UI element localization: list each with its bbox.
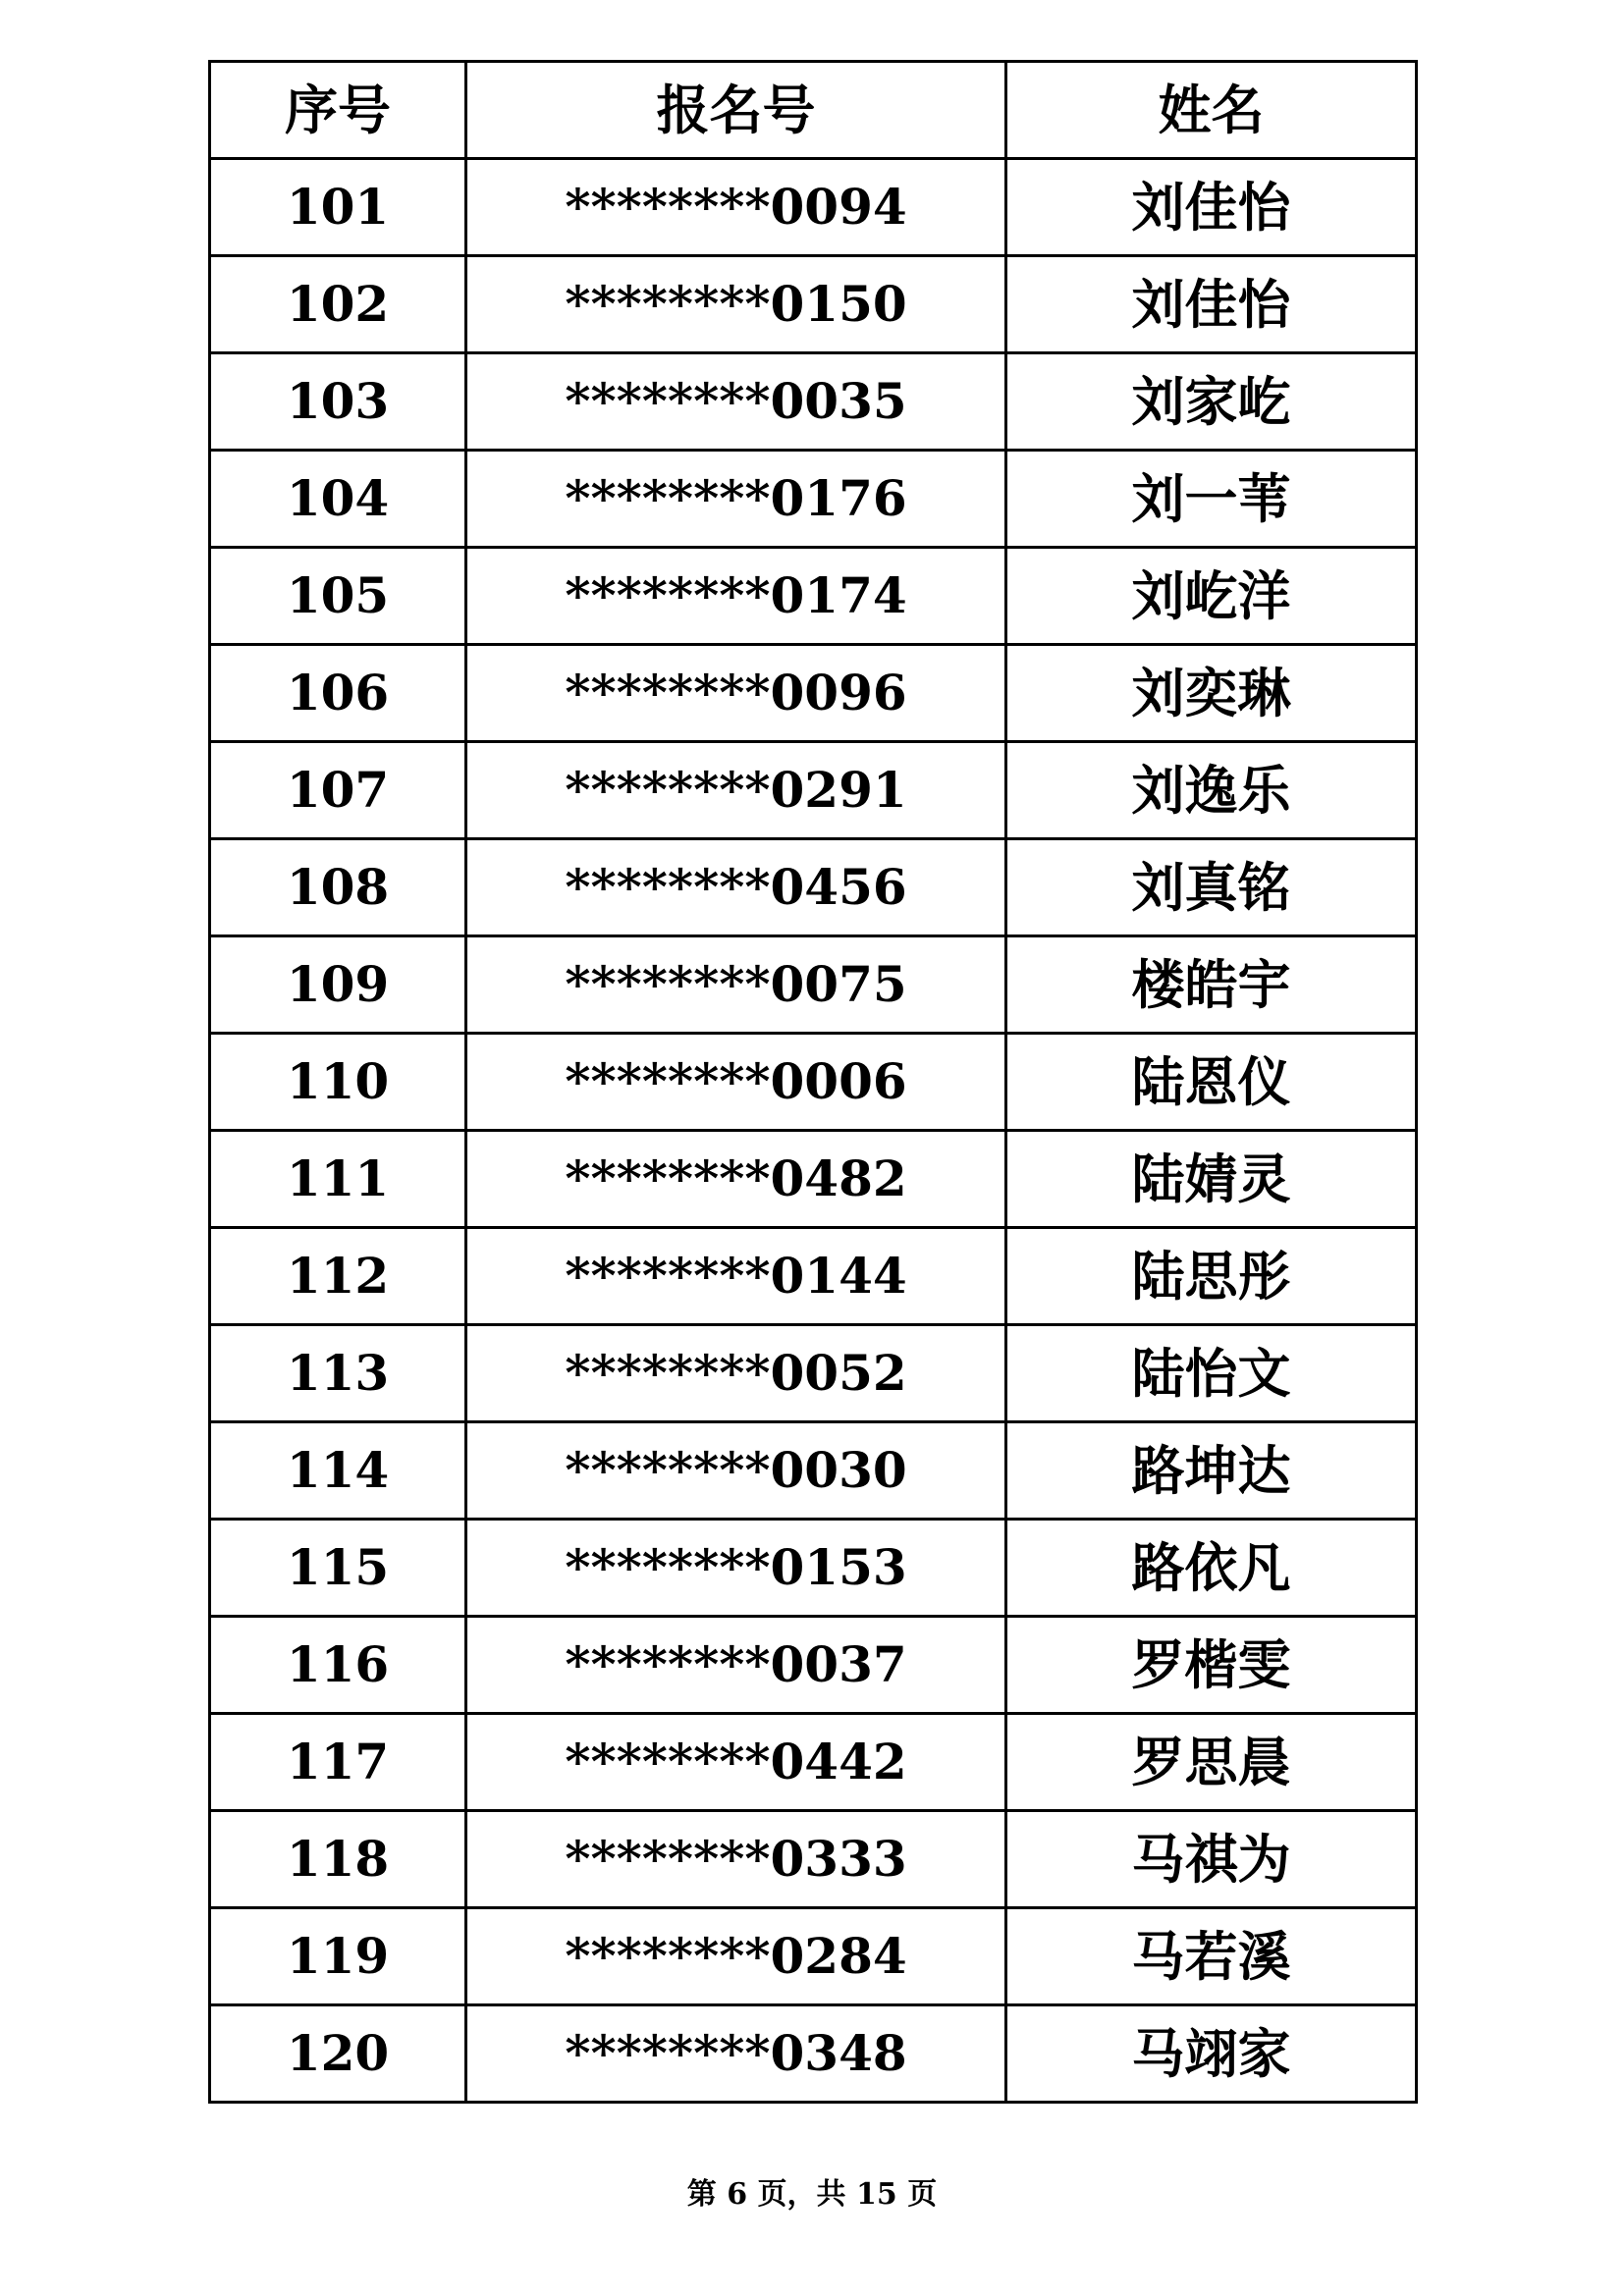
table-row <box>210 2005 1417 2103</box>
cell-registration-number: ********0037 <box>466 1617 1006 1714</box>
table-row <box>210 1908 1417 2005</box>
cell-registration-number: ********0333 <box>466 1811 1006 1908</box>
cell-name: 刘奕琳 <box>1006 645 1417 742</box>
cell-serial-number: 110 <box>210 1034 466 1131</box>
cell-name: 楼皓宇 <box>1006 936 1417 1034</box>
table-row <box>210 645 1417 742</box>
cell-name: 刘佳怡 <box>1006 256 1417 353</box>
cell-name: 罗楷雯 <box>1006 1617 1417 1714</box>
cell-name: 马若溪 <box>1006 1908 1417 2005</box>
header-registration-number: 报名号 <box>466 62 1006 159</box>
cell-serial-number: 108 <box>210 839 466 936</box>
cell-serial-number: 112 <box>210 1228 466 1325</box>
table-row <box>210 839 1417 936</box>
cell-serial-number: 109 <box>210 936 466 1034</box>
table-row <box>210 742 1417 839</box>
cell-registration-number: ********0030 <box>466 1422 1006 1520</box>
cell-serial-number: 105 <box>210 548 466 645</box>
cell-serial-number: 104 <box>210 451 466 548</box>
cell-registration-number: ********0176 <box>466 451 1006 548</box>
cell-serial-number: 111 <box>210 1131 466 1228</box>
table-row <box>210 1131 1417 1228</box>
table-row <box>210 353 1417 451</box>
table-row <box>210 1325 1417 1422</box>
cell-registration-number: ********0075 <box>466 936 1006 1034</box>
cell-name: 陆婧灵 <box>1006 1131 1417 1228</box>
table-row <box>210 548 1417 645</box>
cell-registration-number: ********0094 <box>466 159 1006 256</box>
cell-name: 刘屹洋 <box>1006 548 1417 645</box>
cell-name: 陆思彤 <box>1006 1228 1417 1325</box>
cell-registration-number: ********0482 <box>466 1131 1006 1228</box>
cell-registration-number: ********0456 <box>466 839 1006 936</box>
cell-serial-number: 107 <box>210 742 466 839</box>
roster-table <box>208 60 1418 2104</box>
table-row <box>210 1617 1417 1714</box>
cell-registration-number: ********0052 <box>466 1325 1006 1422</box>
cell-name: 刘一苇 <box>1006 451 1417 548</box>
cell-name: 路坤达 <box>1006 1422 1417 1520</box>
cell-name: 马祺为 <box>1006 1811 1417 1908</box>
cell-name: 路依凡 <box>1006 1520 1417 1617</box>
table-header-row <box>210 62 1417 159</box>
cell-registration-number: ********0291 <box>466 742 1006 839</box>
cell-name: 罗思晨 <box>1006 1714 1417 1811</box>
cell-serial-number: 116 <box>210 1617 466 1714</box>
cell-name: 陆恩仪 <box>1006 1034 1417 1131</box>
table-row <box>210 256 1417 353</box>
cell-name: 陆怡文 <box>1006 1325 1417 1422</box>
cell-name: 刘逸乐 <box>1006 742 1417 839</box>
cell-registration-number: ********0006 <box>466 1034 1006 1131</box>
cell-serial-number: 102 <box>210 256 466 353</box>
cell-registration-number: ********0284 <box>466 1908 1006 2005</box>
cell-name: 刘家屹 <box>1006 353 1417 451</box>
table-row <box>210 1422 1417 1520</box>
cell-registration-number: ********0442 <box>466 1714 1006 1811</box>
table-row <box>210 1228 1417 1325</box>
table-row <box>210 1811 1417 1908</box>
header-serial-number: 序号 <box>210 62 466 159</box>
cell-serial-number: 103 <box>210 353 466 451</box>
cell-serial-number: 101 <box>210 159 466 256</box>
cell-serial-number: 118 <box>210 1811 466 1908</box>
cell-name: 马翊家 <box>1006 2005 1417 2103</box>
cell-serial-number: 113 <box>210 1325 466 1422</box>
cell-registration-number: ********0035 <box>466 353 1006 451</box>
cell-serial-number: 119 <box>210 1908 466 2005</box>
cell-registration-number: ********0348 <box>466 2005 1006 2103</box>
table-row <box>210 936 1417 1034</box>
cell-registration-number: ********0153 <box>466 1520 1006 1617</box>
cell-name: 刘真铭 <box>1006 839 1417 936</box>
table-row <box>210 451 1417 548</box>
cell-serial-number: 115 <box>210 1520 466 1617</box>
cell-serial-number: 114 <box>210 1422 466 1520</box>
header-name: 姓名 <box>1006 62 1417 159</box>
table-row <box>210 1714 1417 1811</box>
cell-name: 刘佳怡 <box>1006 159 1417 256</box>
table-row <box>210 1520 1417 1617</box>
cell-registration-number: ********0150 <box>466 256 1006 353</box>
cell-serial-number: 117 <box>210 1714 466 1811</box>
cell-registration-number: ********0144 <box>466 1228 1006 1325</box>
table-row <box>210 159 1417 256</box>
table-row <box>210 1034 1417 1131</box>
table-body <box>210 159 1417 2103</box>
cell-registration-number: ********0096 <box>466 645 1006 742</box>
cell-serial-number: 120 <box>210 2005 466 2103</box>
cell-serial-number: 106 <box>210 645 466 742</box>
page-number-footer: 第 6 页，共 15 页 <box>686 2177 938 2212</box>
cell-registration-number: ********0174 <box>466 548 1006 645</box>
